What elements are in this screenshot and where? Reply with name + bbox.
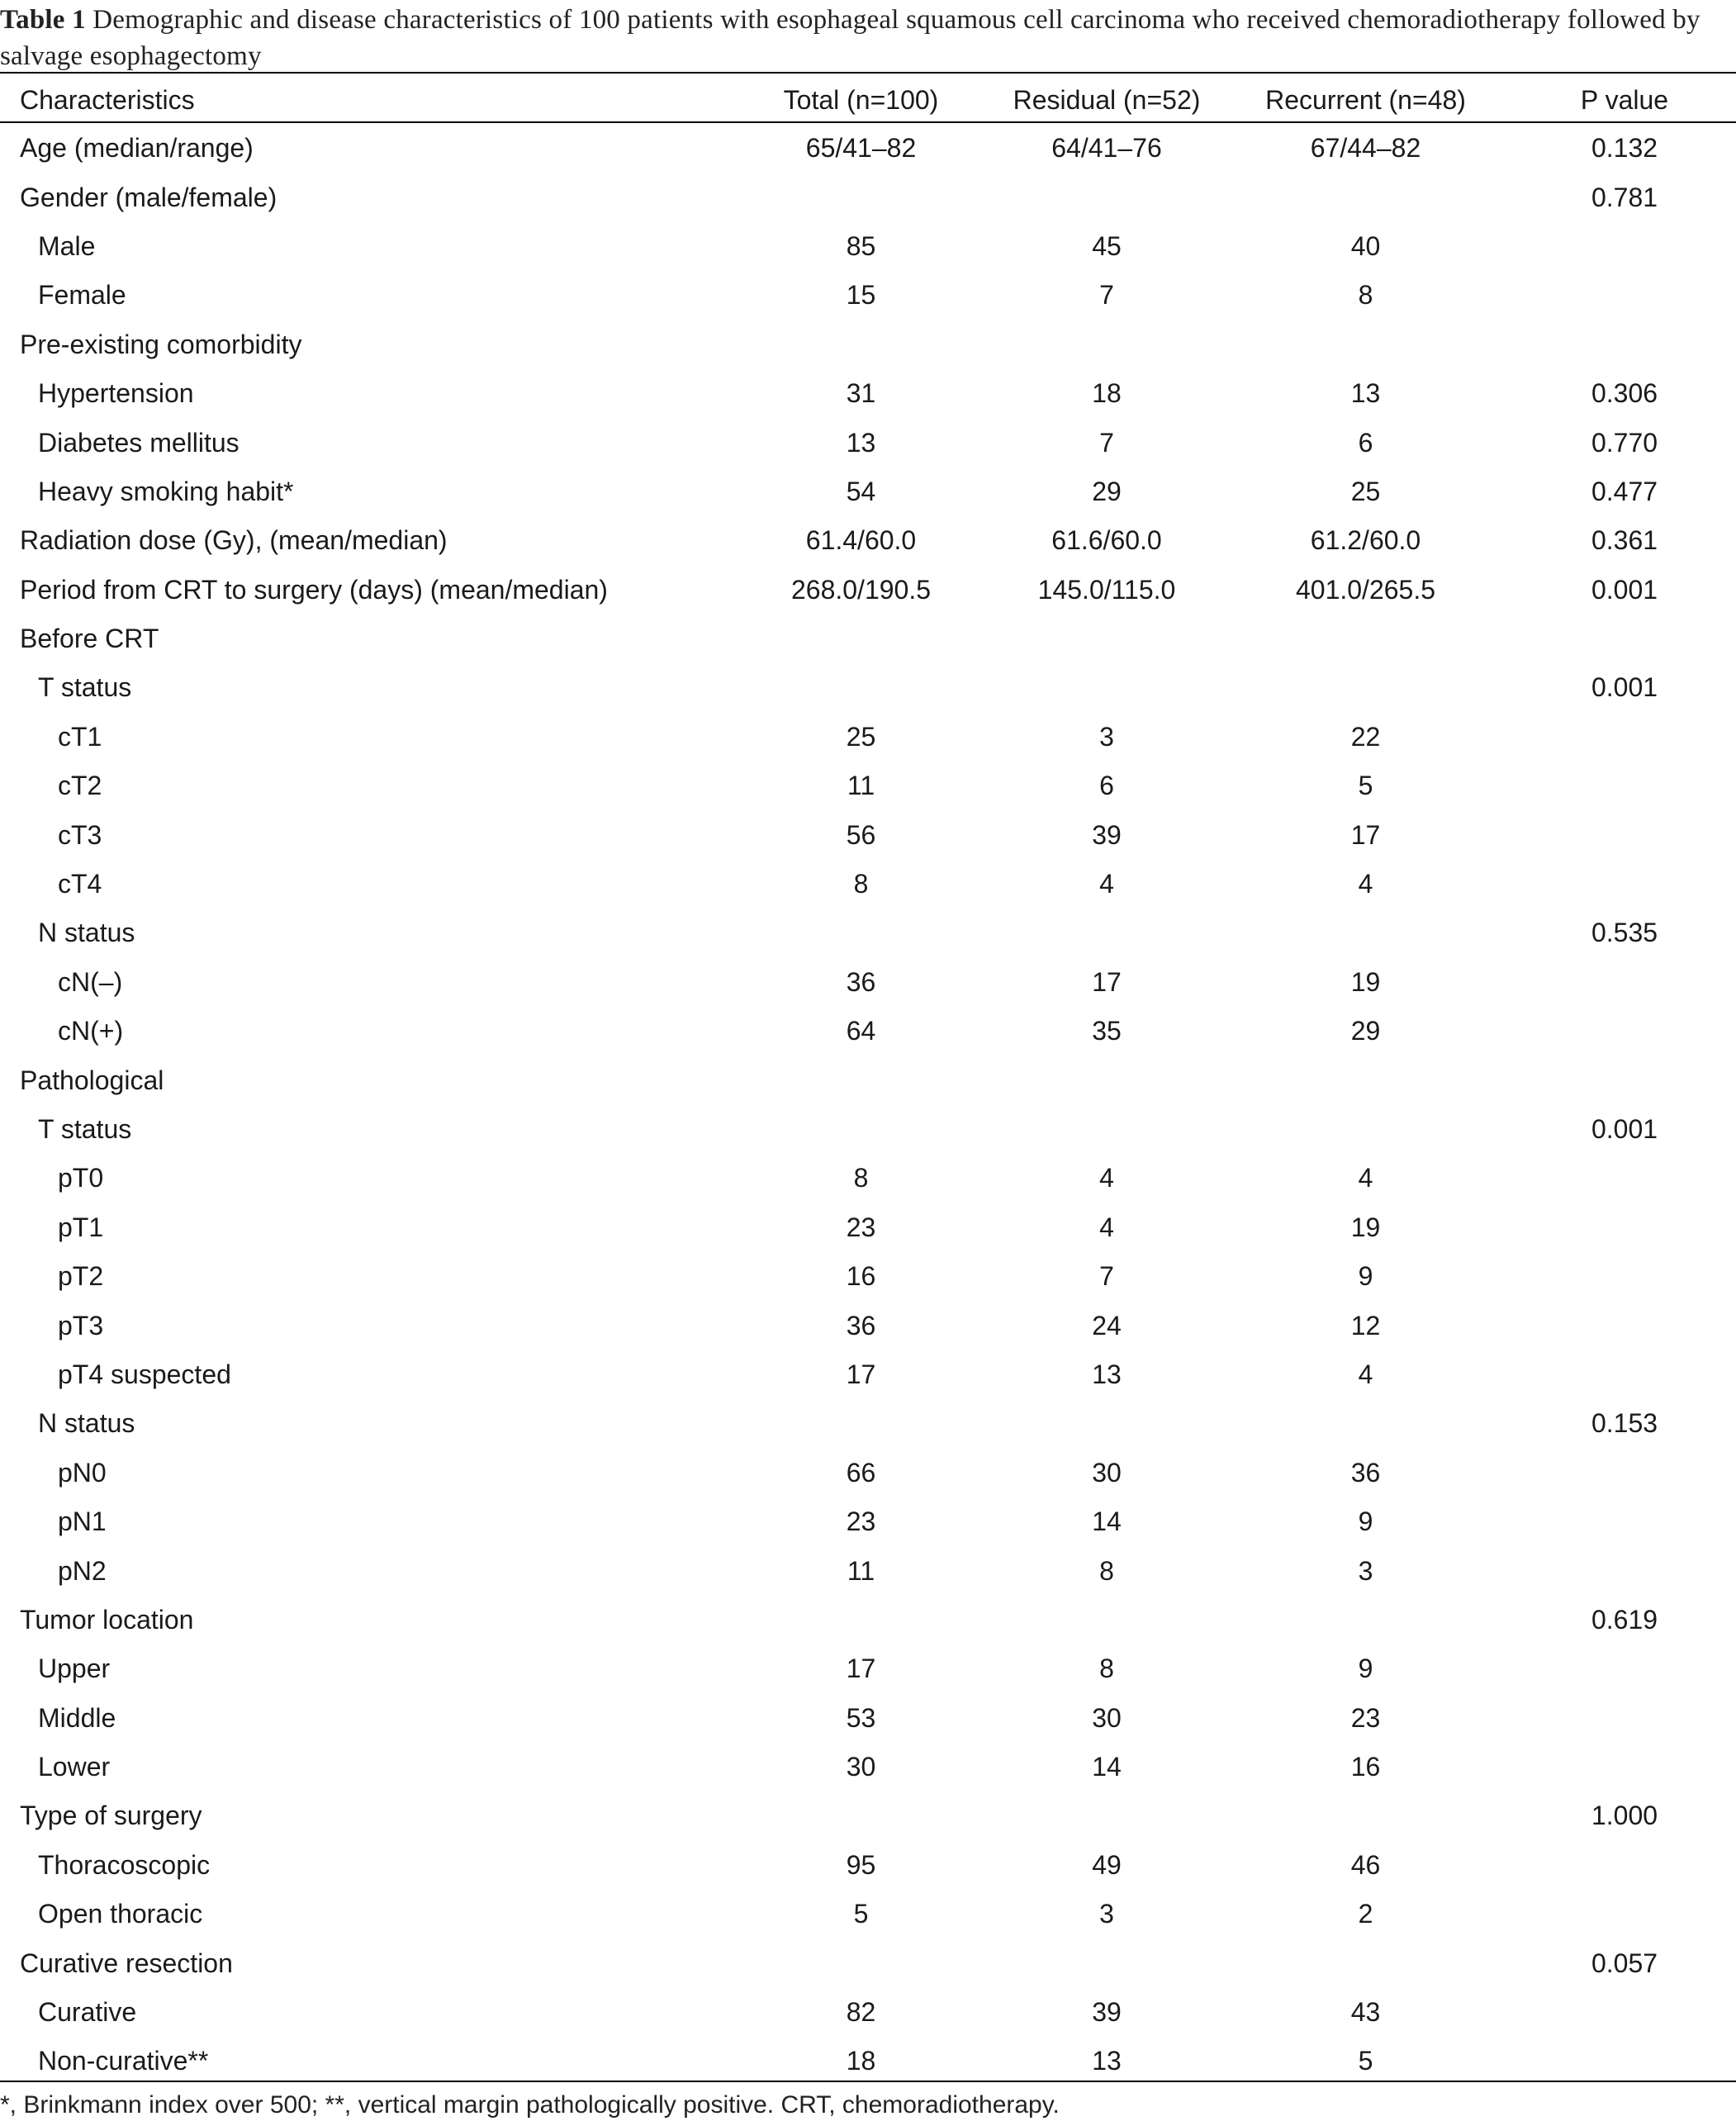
table-body: [0, 124, 1736, 2086]
table-row: [0, 1694, 1736, 1743]
cell-p-value: [1513, 1203, 1736, 1252]
cell-recurrent: 17: [1350, 819, 1381, 850]
table-row: [0, 467, 1736, 516]
cell-characteristic: Upper: [38, 1654, 111, 1684]
cell-recurrent: 401.0/265.5: [1295, 574, 1436, 605]
cell-p-value: 0.132: [1591, 133, 1658, 164]
cell-p-value: 0.306: [1591, 378, 1658, 409]
cell-residual: 64/41–76: [1051, 133, 1162, 164]
cell-p-value: [1513, 2037, 1736, 2085]
cell-total: 268.0/190.5: [790, 574, 932, 605]
cell-p-value: [1513, 1301, 1736, 1350]
table-row: [0, 860, 1736, 909]
cell-recurrent: 43: [1350, 1997, 1381, 2028]
cell-recurrent: 40: [1350, 230, 1381, 261]
cell-recurrent: 22: [1350, 721, 1381, 752]
cell-recurrent: 29: [1350, 1016, 1381, 1046]
table-row: [0, 1546, 1736, 1595]
cell-characteristic: Thoracoscopic: [38, 1849, 211, 1880]
cell-recurrent: 36: [1350, 1457, 1381, 1488]
cell-recurrent: [1218, 1399, 1513, 1448]
cell-p-value: 0.001: [1591, 672, 1658, 703]
cell-residual: 61.6/60.0: [1051, 525, 1162, 556]
cell-characteristic: Curative: [38, 1997, 137, 2028]
table-row: [0, 1497, 1736, 1546]
cell-recurrent: 2: [1358, 1899, 1373, 1929]
cell-recurrent: [1218, 1056, 1513, 1104]
table-row: [0, 2037, 1736, 2085]
table-row: [0, 663, 1736, 712]
cell-characteristic: Tumor location: [20, 1604, 194, 1635]
cell-recurrent: 16: [1350, 1752, 1381, 1782]
cell-characteristic: Heavy smoking habit*: [38, 476, 294, 506]
cell-residual: 7: [1099, 427, 1114, 458]
cell-characteristic: Type of surgery: [20, 1801, 202, 1831]
cell-p-value: [1513, 810, 1736, 859]
table-row: [0, 271, 1736, 320]
cell-total: [727, 1399, 995, 1448]
table-row: [0, 1301, 1736, 1350]
cell-recurrent: 8: [1358, 280, 1373, 311]
cell-total: 17: [846, 1359, 876, 1389]
cell-total: 18: [846, 2046, 876, 2076]
cell-p-value: [1513, 1056, 1736, 1104]
table-row: [0, 418, 1736, 467]
cell-residual: 39: [1092, 1997, 1122, 2028]
table-row: [0, 1791, 1736, 1840]
table-row: [0, 1743, 1736, 1791]
cell-residual: 7: [1099, 280, 1114, 311]
cell-residual: 49: [1092, 1849, 1122, 1880]
cell-p-value: [1513, 1743, 1736, 1791]
table-row: [0, 909, 1736, 957]
cell-total: [727, 173, 995, 221]
cell-residual: 30: [1092, 1457, 1122, 1488]
cell-characteristic: Before CRT: [20, 624, 159, 654]
cell-residual: [995, 663, 1218, 712]
cell-characteristic: Pathological: [20, 1065, 164, 1095]
cell-p-value: [1513, 1841, 1736, 1890]
table-row: [0, 1007, 1736, 1056]
table-row: [0, 713, 1736, 762]
table-label: Table 1: [0, 5, 86, 35]
cell-recurrent: 9: [1358, 1507, 1373, 1537]
cell-recurrent: [1218, 1105, 1513, 1154]
cell-characteristic: Gender (male/female): [20, 182, 277, 212]
table-row: [0, 1399, 1736, 1448]
table-row: [0, 1988, 1736, 2037]
cell-p-value: [1513, 222, 1736, 271]
header-p-value: P value: [1580, 84, 1669, 115]
cell-characteristic: N status: [38, 918, 135, 948]
cell-characteristic: pT0: [58, 1163, 104, 1193]
cell-recurrent: 4: [1358, 1359, 1373, 1389]
table-title: Demographic and disease characteristics of 100 patients with esophageal squamous cell carcinoma who received chemoradiotherapy followed by salvage esophagectomy: [0, 5, 1700, 71]
cell-residual: 4: [1099, 869, 1114, 899]
cell-total: [727, 614, 995, 663]
cell-residual: 6: [1099, 771, 1114, 801]
table-row: [0, 124, 1736, 173]
header-recurrent: Recurrent (n=48): [1265, 84, 1466, 115]
cell-total: 11: [847, 771, 875, 801]
table-row: [0, 1938, 1736, 1987]
cell-recurrent: 46: [1350, 1849, 1381, 1880]
cell-residual: [995, 909, 1218, 957]
cell-total: [727, 1596, 995, 1644]
cell-p-value: [1513, 762, 1736, 810]
cell-residual: [995, 1791, 1218, 1840]
cell-characteristic: T status: [38, 672, 132, 703]
cell-recurrent: 25: [1350, 476, 1381, 506]
cell-recurrent: 5: [1358, 771, 1373, 801]
cell-recurrent: [1218, 173, 1513, 221]
table-row: [0, 1105, 1736, 1154]
table-row: [0, 810, 1736, 859]
cell-total: 53: [846, 1702, 876, 1733]
table-row: [0, 762, 1736, 810]
table-row: [0, 1449, 1736, 1497]
cell-total: 64: [846, 1016, 876, 1046]
cell-p-value: 0.001: [1591, 574, 1658, 605]
cell-p-value: [1513, 1546, 1736, 1595]
table-row: [0, 1350, 1736, 1399]
cell-characteristic: Lower: [38, 1752, 111, 1782]
cell-total: 17: [846, 1654, 876, 1684]
cell-characteristic: pN2: [58, 1555, 107, 1586]
cell-characteristic: Hypertension: [38, 378, 194, 409]
table-row: [0, 1203, 1736, 1252]
cell-residual: 13: [1092, 1359, 1122, 1389]
cell-characteristic: cT4: [58, 869, 102, 899]
cell-p-value: [1513, 1988, 1736, 2037]
table-row: [0, 1252, 1736, 1301]
cell-residual: [995, 614, 1218, 663]
cell-residual: [995, 1596, 1218, 1644]
cell-residual: 8: [1099, 1555, 1114, 1586]
cell-total: 95: [846, 1849, 876, 1880]
cell-total: 13: [846, 427, 876, 458]
header-row: [0, 76, 1736, 124]
cell-recurrent: [1218, 1938, 1513, 1987]
cell-total: 31: [846, 378, 876, 409]
cell-residual: 35: [1092, 1016, 1122, 1046]
cell-recurrent: 23: [1350, 1702, 1381, 1733]
cell-recurrent: 9: [1358, 1261, 1373, 1292]
cell-characteristic: cN(+): [58, 1016, 124, 1046]
table-row: [0, 1644, 1736, 1693]
cell-recurrent: [1218, 663, 1513, 712]
cell-residual: 39: [1092, 819, 1122, 850]
table-row: [0, 222, 1736, 271]
cell-p-value: [1513, 1350, 1736, 1399]
cell-recurrent: 67/44–82: [1310, 133, 1421, 164]
cell-total: [727, 320, 995, 369]
cell-recurrent: 13: [1350, 378, 1381, 409]
cell-characteristic: N status: [38, 1408, 135, 1439]
cell-total: 36: [846, 1310, 876, 1340]
cell-total: 61.4/60.0: [805, 525, 917, 556]
cell-characteristic: pT3: [58, 1310, 104, 1340]
cell-characteristic: Curative resection: [20, 1948, 233, 1978]
cell-residual: 3: [1099, 721, 1114, 752]
cell-recurrent: 4: [1358, 1163, 1373, 1193]
cell-total: 30: [846, 1752, 876, 1782]
cell-p-value: 0.535: [1591, 918, 1658, 948]
cell-residual: [995, 1938, 1218, 1987]
table-caption: [0, 2, 1736, 74]
cell-p-value: [1513, 958, 1736, 1007]
cell-residual: 13: [1092, 2046, 1122, 2076]
cell-p-value: 0.770: [1591, 427, 1658, 458]
cell-recurrent: [1218, 1596, 1513, 1644]
cell-total: [727, 1938, 995, 1987]
cell-characteristic: Age (median/range): [20, 133, 254, 164]
cell-recurrent: 61.2/60.0: [1310, 525, 1421, 556]
table-row: [0, 614, 1736, 663]
table-row: [0, 958, 1736, 1007]
cell-total: 23: [846, 1212, 876, 1242]
cell-residual: 14: [1092, 1752, 1122, 1782]
cell-characteristic: cN(–): [58, 966, 123, 997]
top-rule: [0, 72, 1736, 74]
cell-recurrent: 3: [1358, 1555, 1373, 1586]
cell-recurrent: [1218, 909, 1513, 957]
cell-residual: 8: [1099, 1654, 1114, 1684]
cell-p-value: [1513, 271, 1736, 320]
cell-residual: [995, 173, 1218, 221]
table-row: [0, 369, 1736, 418]
cell-p-value: 0.153: [1591, 1408, 1658, 1439]
cell-recurrent: [1218, 614, 1513, 663]
header-total: Total (n=100): [783, 84, 939, 115]
cell-p-value: [1513, 1154, 1736, 1203]
cell-characteristic: Female: [38, 280, 126, 311]
table-row: [0, 516, 1736, 565]
cell-p-value: [1513, 1890, 1736, 1938]
cell-total: 66: [846, 1457, 876, 1488]
table-row: [0, 566, 1736, 614]
cell-characteristic: Radiation dose (Gy), (mean/median): [20, 525, 448, 556]
cell-characteristic: Middle: [38, 1702, 116, 1733]
cell-p-value: [1513, 713, 1736, 762]
cell-total: 82: [846, 1997, 876, 2028]
cell-p-value: 0.001: [1591, 1114, 1658, 1144]
cell-p-value: [1513, 1497, 1736, 1546]
header-residual: Residual (n=52): [1013, 84, 1201, 115]
cell-p-value: [1513, 1694, 1736, 1743]
cell-residual: [995, 320, 1218, 369]
cell-p-value: [1513, 1449, 1736, 1497]
cell-p-value: 0.619: [1591, 1604, 1658, 1635]
cell-residual: 145.0/115.0: [1037, 574, 1176, 605]
cell-recurrent: 9: [1358, 1654, 1373, 1684]
cell-total: 36: [846, 966, 876, 997]
cell-characteristic: Period from CRT to surgery (days) (mean/median): [20, 574, 608, 605]
cell-residual: 3: [1099, 1899, 1114, 1929]
cell-residual: 30: [1092, 1702, 1122, 1733]
cell-characteristic: Pre-existing comorbidity: [20, 329, 302, 359]
cell-residual: 14: [1092, 1507, 1122, 1537]
cell-characteristic: pN1: [58, 1507, 107, 1537]
table-row: [0, 1841, 1736, 1890]
cell-residual: 4: [1099, 1212, 1114, 1242]
cell-residual: 18: [1092, 378, 1122, 409]
cell-total: [727, 1056, 995, 1104]
cell-recurrent: 19: [1350, 1212, 1381, 1242]
table-row: [0, 1596, 1736, 1644]
cell-characteristic: pT4 suspected: [58, 1359, 231, 1389]
cell-p-value: 0.477: [1591, 476, 1658, 506]
cell-residual: [995, 1399, 1218, 1448]
table-row: [0, 1056, 1736, 1104]
cell-p-value: 0.781: [1591, 182, 1658, 212]
cell-p-value: [1513, 1644, 1736, 1693]
cell-recurrent: 19: [1350, 966, 1381, 997]
cell-total: [727, 663, 995, 712]
cell-residual: 45: [1092, 230, 1122, 261]
cell-characteristic: pT2: [58, 1261, 104, 1292]
cell-total: 16: [846, 1261, 876, 1292]
cell-characteristic: Diabetes mellitus: [38, 427, 240, 458]
cell-total: 23: [846, 1507, 876, 1537]
table-row: [0, 1154, 1736, 1203]
cell-recurrent: [1218, 320, 1513, 369]
cell-residual: 29: [1092, 476, 1122, 506]
cell-total: [727, 1791, 995, 1840]
cell-p-value: [1513, 614, 1736, 663]
cell-total: 25: [846, 721, 876, 752]
cell-characteristic: Male: [38, 230, 96, 261]
cell-characteristic: T status: [38, 1114, 132, 1144]
cell-total: 5: [853, 1899, 869, 1929]
header-characteristics: Characteristics: [20, 84, 195, 115]
characteristics-table: [0, 76, 1736, 2086]
cell-recurrent: 4: [1358, 869, 1373, 899]
cell-residual: 7: [1099, 1261, 1114, 1292]
cell-p-value: [1513, 1252, 1736, 1301]
cell-residual: [995, 1105, 1218, 1154]
cell-p-value: 0.057: [1591, 1948, 1658, 1978]
cell-characteristic: cT3: [58, 819, 102, 850]
cell-total: [727, 1105, 995, 1154]
cell-total: 11: [847, 1555, 875, 1586]
cell-recurrent: 5: [1358, 2046, 1373, 2076]
cell-characteristic: Open thoracic: [38, 1899, 203, 1929]
cell-p-value: [1513, 860, 1736, 909]
cell-characteristic: Non-curative**: [38, 2046, 209, 2076]
cell-residual: [995, 1056, 1218, 1104]
cell-total: 54: [846, 476, 876, 506]
cell-characteristic: cT2: [58, 771, 102, 801]
cell-residual: 17: [1092, 966, 1122, 997]
cell-residual: 4: [1099, 1163, 1114, 1193]
cell-residual: 24: [1092, 1310, 1122, 1340]
cell-p-value: [1513, 320, 1736, 369]
cell-p-value: 1.000: [1591, 1801, 1658, 1831]
cell-recurrent: [1218, 1791, 1513, 1840]
cell-total: 85: [846, 230, 876, 261]
table-row: [0, 320, 1736, 369]
cell-total: 65/41–82: [805, 133, 917, 164]
cell-total: 15: [846, 280, 876, 311]
cell-total: [727, 909, 995, 957]
table-row: [0, 173, 1736, 221]
cell-recurrent: 12: [1350, 1310, 1381, 1340]
cell-total: 8: [853, 869, 869, 899]
cell-characteristic: pT1: [58, 1212, 104, 1242]
cell-characteristic: pN0: [58, 1457, 107, 1488]
cell-recurrent: 6: [1358, 427, 1373, 458]
cell-total: 56: [846, 819, 876, 850]
table-footnote: *, Brinkmann index over 500; **, vertical margin pathologically positive. CRT, chemoradiotherapy.: [0, 2091, 1060, 2119]
table-row: [0, 1890, 1736, 1938]
cell-p-value: 0.361: [1591, 525, 1658, 556]
cell-p-value: [1513, 1007, 1736, 1056]
cell-characteristic: cT1: [58, 721, 102, 752]
cell-total: 8: [853, 1163, 869, 1193]
